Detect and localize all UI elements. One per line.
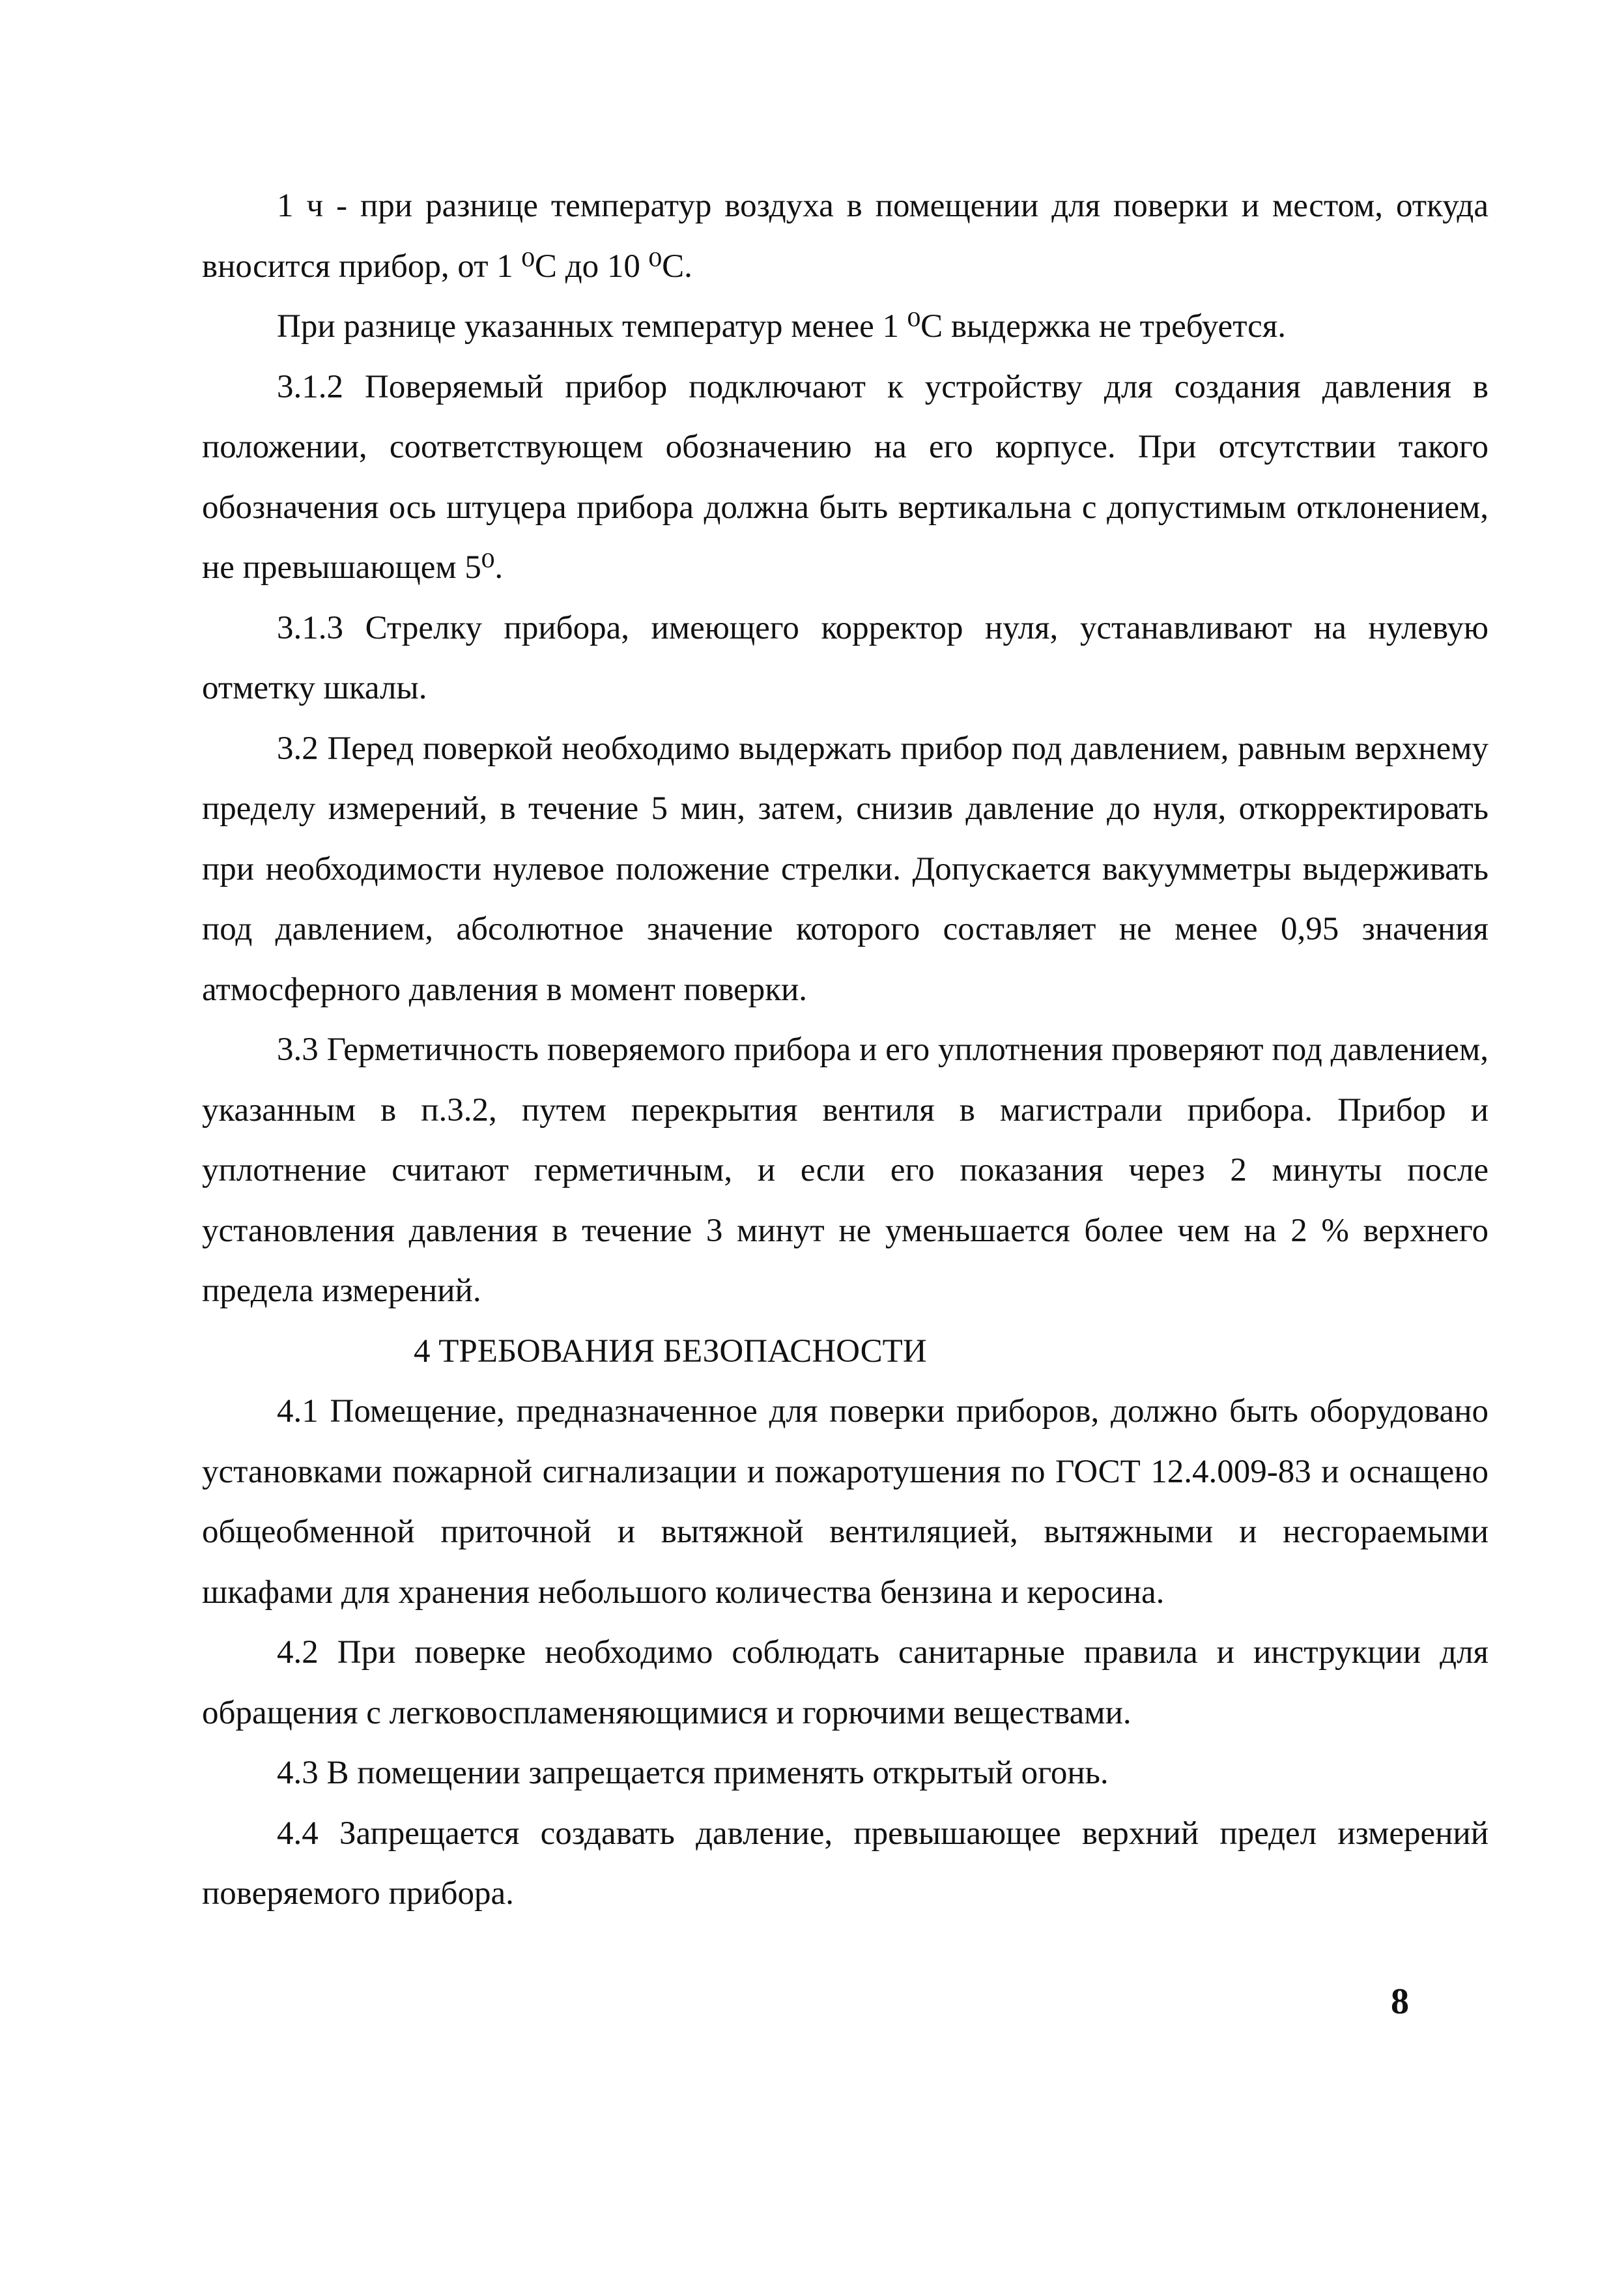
paragraph-4-1: 4.1 Помещение, предназначенное для поверки приборов, должно быть оборудовано установками пожарной сигнализации и пожаротушения по ГОСТ 12.4.009-83 и оснащено общеобменной приточной и вытяжной вентиляцией, вытяжными и несгораемыми шкафами для хранения небольшого количества бензина и керосина. bbox=[202, 1393, 1489, 1611]
paragraph-no-holding-required: При разнице указанных температур менее 1 ⁰С выдержка не требуется. bbox=[277, 308, 1286, 345]
page-number: 8 bbox=[1391, 1981, 1409, 2022]
paragraph-3-3: 3.3 Герметичность поверяемого прибора и его уплотнения проверяют под давлением, указанным в п.3.2, путем перекрытия вентиля в магистрали прибора. Прибор и уплотнение считают герметичным, и если его показания через 2 минуты после установления давления в течение 3 минут не уменьшается более чем на 2 % верхнего предела измерений. bbox=[202, 1031, 1489, 1309]
paragraph-4-2: 4.2 При поверке необходимо соблюдать санитарные правила и инструкции для обращения с легковоспламеняющимися и горючими веществами. bbox=[202, 1634, 1489, 1731]
section-heading-safety: 4 ТРЕБОВАНИЯ БЕЗОПАСНОСТИ bbox=[414, 1332, 927, 1370]
paragraph-4-3: 4.3 В помещении запрещается применять открытый огонь. bbox=[277, 1755, 1109, 1791]
paragraph-3-2: 3.2 Перед поверкой необходимо выдержать прибор под давлением, равным верхнему пределу измерений, в течение 5 мин, затем, снизив давление до нуля, откорректировать при необходимости нулевое положение стрелки. Допускается вакуумметры выдерживать под давлением, абсолютное значение которого составляет не менее 0,95 значения атмосферного давления в момент поверки. bbox=[202, 730, 1489, 1008]
paragraph-3-1-3: 3.1.3 Стрелку прибора, имеющего корректор нуля, устанавливают на нулевую отметку шкалы. bbox=[202, 609, 1489, 706]
paragraph-temperature-difference: 1 ч - при разнице температур воздуха в помещении для поверки и местом, откуда вносится прибор, от 1 ⁰С до 10 ⁰С. bbox=[202, 188, 1489, 285]
paragraph-4-4: 4.4 Запрещается создавать давление, превышающее верхний предел измерений поверяемого прибора. bbox=[202, 1815, 1489, 1912]
body-text bbox=[202, 176, 1489, 1924]
paragraph-3-1-2: 3.1.2 Поверяемый прибор подключают к устройству для создания давления в положении, соответствующем обозначению на его корпусе. При отсутствии такого обозначения ось штуцера прибора должна быть вертикальна с допустимым отклонением, не превышающем 5⁰. bbox=[202, 368, 1489, 586]
